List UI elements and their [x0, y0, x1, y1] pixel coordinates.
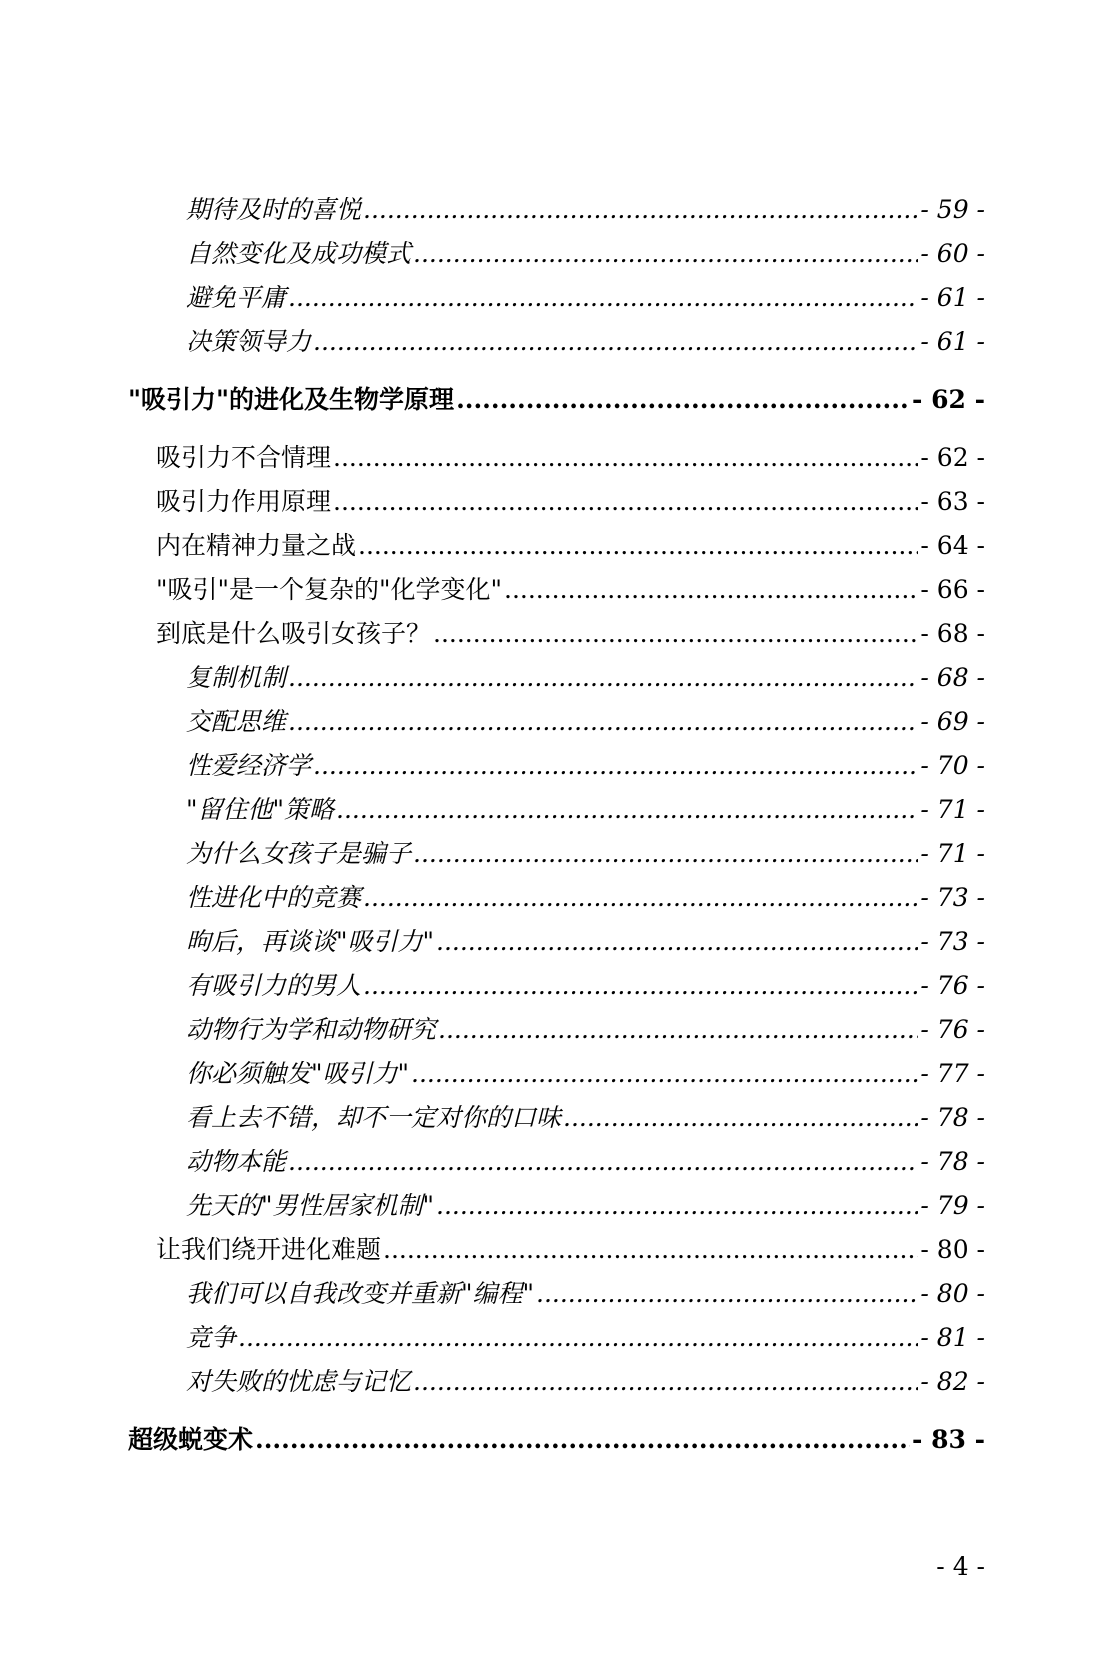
dot-leader: [413, 1360, 918, 1404]
dot-leader: [288, 656, 918, 700]
dot-leader: [436, 920, 918, 964]
dot-leader: [288, 276, 918, 320]
dot-leader: [363, 188, 918, 232]
toc-entry-page: - 68 -: [920, 663, 985, 692]
toc-entry-page: - 68 -: [920, 619, 985, 648]
toc-entry[interactable]: [186, 1272, 985, 1316]
toc-entry[interactable]: [186, 1008, 985, 1052]
toc-entry-title: 期待及时的喜悦: [186, 195, 362, 224]
toc-entry-title: 动物本能: [186, 1147, 287, 1176]
toc-chapter-entry[interactable]: [128, 378, 985, 422]
dot-leader: [438, 1008, 918, 1052]
dot-leader: [433, 612, 918, 656]
toc-entry-page: - 61 -: [920, 327, 985, 356]
dot-leader: [413, 832, 918, 876]
toc-entry-title: 决策领导力: [186, 327, 312, 356]
toc-entry-title: 避免平庸: [186, 283, 287, 312]
dot-leader: [336, 788, 918, 832]
toc-entry-page: - 78 -: [920, 1147, 985, 1176]
toc-entry-title: 交配思维: [186, 707, 287, 736]
dot-leader: [383, 1228, 918, 1272]
toc-entry[interactable]: [156, 436, 985, 480]
dot-leader: [358, 524, 918, 568]
toc-entry-title: 复制机制: [186, 663, 287, 692]
toc-entry-page: - 76 -: [920, 1015, 985, 1044]
toc-entry-page: - 80 -: [920, 1279, 985, 1308]
toc-entry-title: 性进化中的竞赛: [186, 883, 362, 912]
toc-entry-page: - 82 -: [920, 1367, 985, 1396]
toc-entry[interactable]: [156, 524, 985, 568]
toc-entry-title: "吸引"是一个复杂的"化学变化": [156, 575, 502, 604]
toc-entry-title: 动物行为学和动物研究: [186, 1015, 437, 1044]
dot-leader: [333, 480, 918, 524]
dot-leader: [504, 568, 918, 612]
toc-entry-title: 到底是什么吸引女孩子？: [156, 619, 432, 648]
dot-leader: [363, 876, 918, 920]
toc-entry-title: 吸引力作用原理: [156, 487, 332, 516]
toc-entry[interactable]: [156, 568, 985, 612]
toc-entry-page: - 60 -: [920, 239, 985, 268]
dot-leader: [456, 378, 910, 422]
toc-entry-page: - 63 -: [920, 487, 985, 516]
dot-leader: [288, 700, 918, 744]
dot-leader: [255, 1418, 910, 1462]
toc-entry-page: - 59 -: [920, 195, 985, 224]
toc-entry-title: 先天的"男性居家机制": [186, 1191, 434, 1220]
toc-entry[interactable]: [186, 1184, 985, 1228]
toc-entry[interactable]: [156, 1228, 985, 1272]
toc-entry-title: "留住他"策略: [186, 795, 334, 824]
toc-entry[interactable]: [186, 1140, 985, 1184]
toc-entry[interactable]: [156, 612, 985, 656]
toc-entry-page: - 69 -: [920, 707, 985, 736]
toc-entry-title: 吸引力不合情理: [156, 443, 332, 472]
toc-entry-title: 有吸引力的男人: [186, 971, 362, 1000]
dot-leader: [411, 1052, 918, 1096]
toc-entry[interactable]: [186, 232, 985, 276]
toc-entry-title: 为什么女孩子是骗子: [186, 839, 412, 868]
toc-entry[interactable]: [186, 656, 985, 700]
dot-leader: [288, 1140, 918, 1184]
toc-entry[interactable]: [186, 964, 985, 1008]
dot-leader: [333, 436, 918, 480]
toc-entry-title: 内在精神力量之战: [156, 531, 357, 560]
toc-entry[interactable]: [186, 188, 985, 232]
dot-leader: [363, 964, 918, 1008]
toc-entry-page: - 77 -: [920, 1059, 985, 1088]
toc-entry[interactable]: [186, 876, 985, 920]
page-number: - 4 -: [936, 1552, 985, 1581]
toc-entry-title: 昫后，再谈谈"吸引力": [186, 927, 434, 956]
toc-entry-title: 我们可以自我改变并重新"编程": [186, 1279, 534, 1308]
dot-leader: [313, 744, 918, 788]
toc-entry-page: - 80 -: [920, 1235, 985, 1264]
toc-entry-title: 自然变化及成功模式: [186, 239, 412, 268]
toc-entry-page: - 64 -: [920, 531, 985, 560]
toc-entry-title: 让我们绕开进化难题: [156, 1235, 382, 1264]
toc-entry-page: - 76 -: [920, 971, 985, 1000]
toc-entry-title: 对失败的忧虑与记忆: [186, 1367, 412, 1396]
toc-entry[interactable]: [186, 1316, 985, 1360]
toc-entry[interactable]: [186, 276, 985, 320]
toc-entry-title: "吸引力"的进化及生物学原理: [128, 385, 455, 414]
toc-entry-title: 看上去不错，却不一定对你的口味: [186, 1103, 562, 1132]
toc-entry-title: 你必须触发"吸引力": [186, 1059, 409, 1088]
toc-entry-page: - 62 -: [912, 385, 985, 414]
toc-entry-page: - 66 -: [920, 575, 985, 604]
toc-entry-title: 竞争: [186, 1323, 237, 1352]
toc-entry-page: - 83 -: [912, 1425, 985, 1454]
dot-leader: [436, 1184, 918, 1228]
toc-entry-title: 超级蜕变术: [128, 1425, 254, 1454]
dot-leader: [536, 1272, 918, 1316]
toc-entry[interactable]: [186, 320, 985, 364]
toc-entry[interactable]: [186, 832, 985, 876]
toc-entry[interactable]: [186, 744, 985, 788]
toc-entry-page: - 62 -: [920, 443, 985, 472]
toc-entry-page: - 78 -: [920, 1103, 985, 1132]
toc-chapter-entry[interactable]: [128, 1418, 985, 1462]
table-of-contents: [0, 188, 1101, 1476]
toc-entry[interactable]: [186, 1360, 985, 1404]
toc-entry-page: - 81 -: [920, 1323, 985, 1352]
toc-entry[interactable]: [186, 920, 985, 964]
toc-entry-page: - 71 -: [920, 839, 985, 868]
toc-entry-page: - 79 -: [920, 1191, 985, 1220]
toc-entry-page: - 70 -: [920, 751, 985, 780]
toc-entry[interactable]: [186, 700, 985, 744]
toc-entry[interactable]: [186, 1052, 985, 1096]
toc-entry-page: - 71 -: [920, 795, 985, 824]
toc-entry-page: - 61 -: [920, 283, 985, 312]
dot-leader: [563, 1096, 918, 1140]
toc-entry-title: 性爱经济学: [186, 751, 312, 780]
toc-entry-page: - 73 -: [920, 883, 985, 912]
toc-entry[interactable]: [186, 1096, 985, 1140]
toc-entry-page: - 73 -: [920, 927, 985, 956]
toc-entry[interactable]: [186, 788, 985, 832]
dot-leader: [413, 232, 918, 276]
dot-leader: [313, 320, 918, 364]
dot-leader: [238, 1316, 918, 1360]
toc-entry[interactable]: [156, 480, 985, 524]
